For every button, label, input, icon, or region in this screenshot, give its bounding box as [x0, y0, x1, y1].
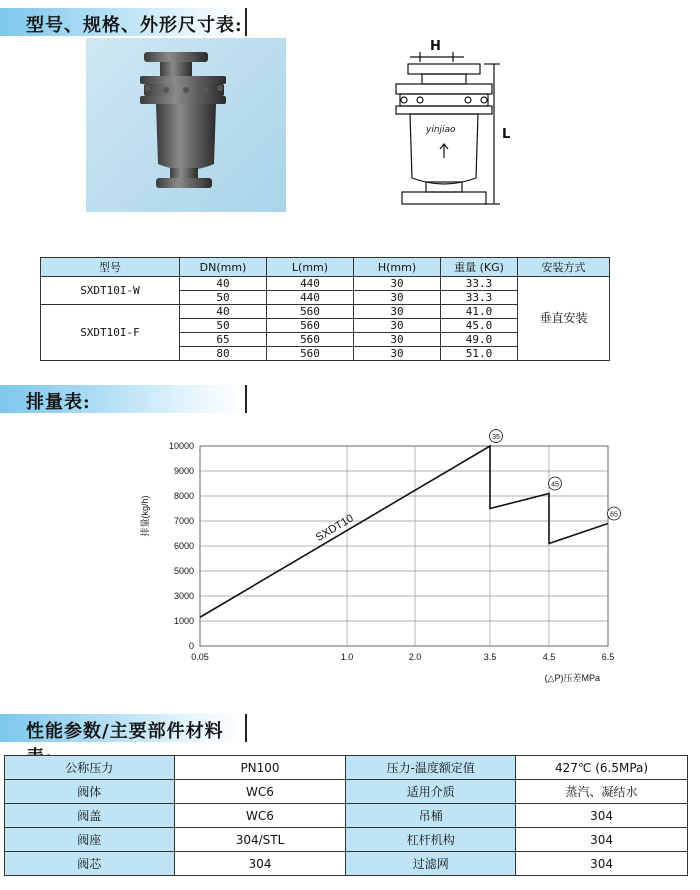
chart-series: [200, 446, 608, 617]
series-line: [200, 446, 608, 617]
table-row: [41, 277, 610, 291]
table-cell: 45.0: [441, 319, 518, 333]
table-cell: 440: [267, 291, 354, 305]
table-cell: 51.0: [441, 347, 518, 361]
table-cell: 65: [180, 333, 267, 347]
material-value-cell: PN100: [174, 756, 346, 780]
spec-header-cell: H(mm): [354, 258, 441, 277]
material-value-cell: 427℃ (6.5MPa): [516, 756, 688, 780]
y-tick-label: 3000: [173, 591, 194, 601]
section-header-material: [0, 714, 247, 742]
brand-mark: yinjiao: [426, 125, 456, 135]
material-label-cell: 阀体: [5, 780, 175, 804]
h-dimension-label: H: [430, 39, 441, 54]
annotation-label: 35: [492, 434, 500, 441]
y-tick-label: 8000: [173, 491, 194, 501]
y-tick-label: 9000: [173, 466, 194, 476]
material-value-cell: 304/STL: [174, 828, 346, 852]
material-value-cell: 蒸汽、凝结水: [516, 780, 688, 804]
table-cell: 30: [354, 291, 441, 305]
table-cell: 30: [354, 333, 441, 347]
model-cell: SXDT10I-F: [41, 305, 180, 361]
series-label: SXDT10: [313, 512, 356, 544]
material-value-cell: WC6: [174, 804, 346, 828]
table-cell: 41.0: [441, 305, 518, 319]
table-cell: 560: [267, 319, 354, 333]
section-title-spec: 型号、规格、外形尺寸表:: [26, 15, 243, 36]
table-cell: 30: [354, 277, 441, 291]
table-row: [5, 852, 688, 876]
dimension-drawing: [360, 30, 530, 230]
material-label-cell: 阀盖: [5, 804, 175, 828]
spec-header-cell: DN(mm): [180, 258, 267, 277]
flow-chart: [130, 428, 630, 690]
x-tick-label: 1.0: [340, 652, 354, 662]
table-cell: 560: [267, 305, 354, 319]
table-cell: 49.0: [441, 333, 518, 347]
x-tick-label: 0.05: [191, 652, 209, 662]
table-cell: 560: [267, 347, 354, 361]
y-tick-label: 0: [188, 641, 194, 651]
x-tick-label: 3.5: [483, 652, 497, 662]
table-cell: 50: [180, 291, 267, 305]
table-cell: 40: [180, 277, 267, 291]
table-cell: 560: [267, 333, 354, 347]
product-photo: [86, 38, 286, 212]
material-value-cell: 304: [516, 852, 688, 876]
table-cell: 80: [180, 347, 267, 361]
section-header-spec: [0, 8, 247, 36]
y-tick-label: 5000: [173, 566, 194, 576]
table-cell: 30: [354, 319, 441, 333]
install-cell: 垂直安装: [518, 277, 610, 361]
material-value-cell: WC6: [174, 780, 346, 804]
spec-header-cell: 重量 (KG): [441, 258, 518, 277]
table-cell: 33.3: [441, 291, 518, 305]
y-tick-label: 6000: [173, 541, 194, 551]
material-label-cell: 阀芯: [5, 852, 175, 876]
annotation-label: 45: [551, 481, 559, 489]
table-cell: 40: [180, 305, 267, 319]
chart-xlabel: (△P)压差MPa: [544, 673, 600, 683]
x-tick-label: 6.5: [601, 652, 615, 662]
material-label-cell: 过滤网: [346, 852, 516, 876]
section-title-flow: 排量表:: [26, 392, 91, 413]
l-dimension-label: L: [502, 127, 511, 142]
annotation-label: 65: [610, 511, 618, 519]
table-cell: 50: [180, 319, 267, 333]
spec-header-cell: 型号: [41, 258, 180, 277]
spec-table: [40, 257, 610, 361]
material-label-cell: 压力-温度额定值: [346, 756, 516, 780]
material-value-cell: 304: [516, 804, 688, 828]
table-row: [5, 828, 688, 852]
table-cell: 30: [354, 347, 441, 361]
table-row: [5, 804, 688, 828]
y-tick-label: 1000: [173, 616, 194, 626]
chart-grid: [200, 446, 608, 646]
material-label-cell: 杠杆机构: [346, 828, 516, 852]
material-label-cell: 阀座: [5, 828, 175, 852]
section-header-flow: [0, 385, 247, 413]
chart-ticks: [169, 441, 614, 662]
table-cell: 440: [267, 277, 354, 291]
section-title-material: 性能参数/主要部件材料: [26, 721, 224, 742]
spec-header-cell: L(mm): [267, 258, 354, 277]
x-tick-label: 4.5: [542, 652, 556, 662]
x-tick-label: 2.0: [408, 652, 422, 662]
chart-ylabel: 排量(kg/h): [140, 495, 150, 537]
material-label-cell: 适用介质: [346, 780, 516, 804]
y-tick-label: 7000: [173, 516, 194, 526]
model-cell: SXDT10I-W: [41, 277, 180, 305]
material-label-cell: 吊桶: [346, 804, 516, 828]
table-row: [5, 756, 688, 780]
spec-header-row: [41, 258, 610, 277]
material-value-cell: 304: [516, 828, 688, 852]
chart-annotations: [490, 430, 621, 521]
spec-header-cell: 安装方式: [518, 258, 610, 277]
table-cell: 33.3: [441, 277, 518, 291]
material-label-cell: 公称压力: [5, 756, 175, 780]
table-row: [5, 780, 688, 804]
material-value-cell: 304: [174, 852, 346, 876]
material-table: [4, 755, 688, 876]
table-cell: 30: [354, 305, 441, 319]
y-tick-label: 10000: [168, 441, 194, 451]
